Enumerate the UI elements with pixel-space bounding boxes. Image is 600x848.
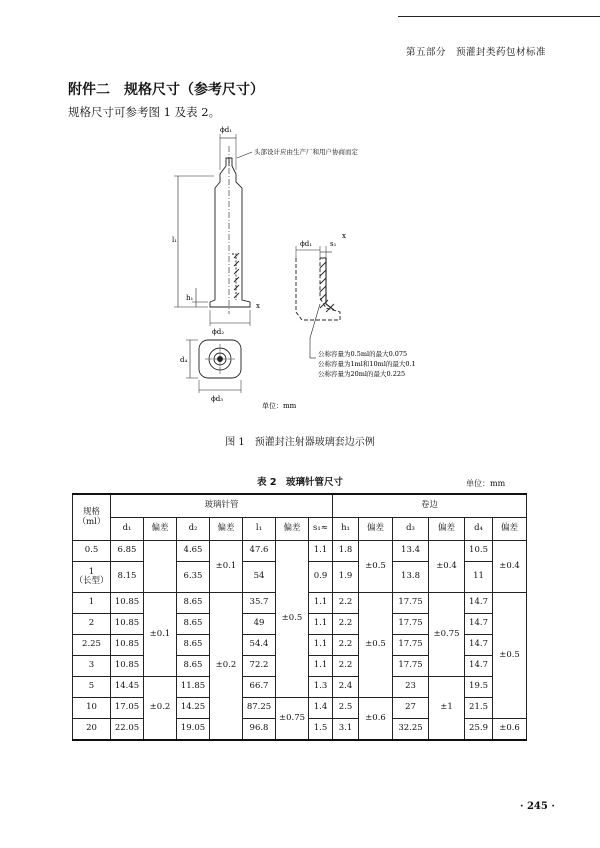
cell-h1: 3.1 xyxy=(333,719,359,741)
d1-top-label: ϕd₁ xyxy=(220,126,233,134)
col-header: 偏差 xyxy=(429,518,465,541)
x-detail-label: x xyxy=(342,232,346,240)
cell-h1: 1.8 xyxy=(333,541,359,562)
h1-label: h₁ xyxy=(186,294,194,302)
cell-spec: 3 xyxy=(73,656,111,677)
cell-h1: 2.4 xyxy=(333,677,359,698)
cell-d1: 10.85 xyxy=(111,635,144,656)
cell-tolerance: ±0.1 xyxy=(210,541,243,593)
cell-s1: 1.1 xyxy=(309,635,333,656)
barrel-bottom-view xyxy=(199,340,241,378)
cell-d3: 13.4 xyxy=(393,541,429,562)
cell-d1: 17.05 xyxy=(111,698,144,719)
table-unit: 单位：mm xyxy=(466,479,506,488)
cell-tolerance: ±0.1 xyxy=(144,593,177,677)
cell-d3: 17.75 xyxy=(393,635,429,656)
cell-l1: 35.7 xyxy=(243,593,276,614)
cell-d4: 14.7 xyxy=(465,593,493,614)
d1-detail-label: ϕd₁ xyxy=(300,240,313,248)
cell-d4: 25.9 xyxy=(465,719,493,741)
cell-d2: 8.65 xyxy=(177,614,210,635)
cell-s1: 0.9 xyxy=(309,562,333,593)
cell-d4: 21.5 xyxy=(465,698,493,719)
cell-h1: 2.2 xyxy=(333,593,359,614)
barrel-side-view xyxy=(210,146,250,314)
head-note: 头部设计应由生产厂和用户协商而定 xyxy=(254,148,358,156)
glass-barrel-size-table xyxy=(72,493,527,741)
top-rule xyxy=(398,16,600,17)
cell-d2: 19.05 xyxy=(177,719,210,741)
cell-d3: 17.75 xyxy=(393,614,429,635)
cell-h1: 2.5 xyxy=(333,698,359,719)
tolerance-note: 公称容量为0.5ml的最大0.075 xyxy=(318,350,408,358)
flange-group-header: 卷边 xyxy=(333,494,527,518)
cell-d3: 17.75 xyxy=(393,656,429,677)
cell-l1: 47.6 xyxy=(243,541,276,562)
x-marker-label: x xyxy=(256,302,260,310)
col-header: s₁≈ xyxy=(309,518,333,541)
cell-d2: 14.25 xyxy=(177,698,210,719)
cell-d1: 8.15 xyxy=(111,562,144,593)
cell-d4: 19.5 xyxy=(465,677,493,698)
table-header-row xyxy=(73,494,527,518)
cell-d2: 8.65 xyxy=(177,656,210,677)
cell-d4: 14.7 xyxy=(465,656,493,677)
col-header: l₁ xyxy=(243,518,276,541)
running-head: 第五部分 预灌封类药包材标准 xyxy=(405,47,546,58)
figure-caption: 图 1 预灌封注射器玻璃套边示例 xyxy=(225,437,375,448)
cell-d3: 17.75 xyxy=(393,593,429,614)
d4-label: d₄ xyxy=(180,356,188,364)
cell-d1: 10.85 xyxy=(111,593,144,614)
cell-s1: 1.1 xyxy=(309,593,333,614)
cell-d4: 14.7 xyxy=(465,614,493,635)
cell-h1: 1.9 xyxy=(333,562,359,593)
cell-l1: 72.2 xyxy=(243,656,276,677)
cell-l1: 54.4 xyxy=(243,635,276,656)
cell-d1: 14.45 xyxy=(111,677,144,698)
cell-d3: 23 xyxy=(393,677,429,698)
cell-h1: 2.2 xyxy=(333,656,359,677)
col-header: 偏差 xyxy=(493,518,527,541)
cell-d4: 14.7 xyxy=(465,635,493,656)
cell-l1: 49 xyxy=(243,614,276,635)
cell-d2: 6.35 xyxy=(177,562,210,593)
cell-tolerance: ±0.6 xyxy=(493,719,527,741)
table-title: 表 2 玻璃针管尺寸 xyxy=(257,477,343,488)
col-header: h₁ xyxy=(333,518,359,541)
cell-spec: 0.5 xyxy=(73,541,111,562)
col-header: d₃ xyxy=(393,518,429,541)
cell-l1: 87.25 xyxy=(243,698,276,719)
d2-label: ϕd₂ xyxy=(212,328,225,336)
cell-tolerance: ±0.4 xyxy=(493,541,527,593)
cell-s1: 1.1 xyxy=(309,614,333,635)
cell-l1: 66.7 xyxy=(243,677,276,698)
cell-d2: 11.85 xyxy=(177,677,210,698)
cell-tolerance: ±0.2 xyxy=(144,677,177,741)
cell-l1: 96.8 xyxy=(243,719,276,741)
cell-tolerance xyxy=(144,541,177,593)
page-number: · 245 · xyxy=(520,801,555,812)
cell-spec: 10 xyxy=(73,698,111,719)
cell-s1: 1.4 xyxy=(309,698,333,719)
cell-d1: 6.85 xyxy=(111,541,144,562)
cell-s1: 1.5 xyxy=(309,719,333,741)
cell-d1: 22.05 xyxy=(111,719,144,741)
cell-d1: 10.85 xyxy=(111,614,144,635)
cell-tolerance: ±0.5 xyxy=(359,541,393,593)
cell-tolerance: ±0.75 xyxy=(429,593,465,677)
cell-d3: 32.25 xyxy=(393,719,429,741)
cell-d2: 4.65 xyxy=(177,541,210,562)
cell-d3: 27 xyxy=(393,698,429,719)
l1-label: l₁ xyxy=(172,236,178,244)
cell-tolerance: ±0.75 xyxy=(276,698,309,741)
cell-tolerance: ±0.5 xyxy=(276,541,309,698)
cell-spec: 5 xyxy=(73,677,111,698)
col-header: 偏差 xyxy=(210,518,243,541)
cell-h1: 2.2 xyxy=(333,635,359,656)
cell-spec: 1 （长型） xyxy=(73,562,111,593)
section-title: 附件二 规格尺寸（参考尺寸） xyxy=(68,82,264,98)
cell-tolerance: ±0.5 xyxy=(493,593,527,719)
cell-d3: 13.8 xyxy=(393,562,429,593)
cell-d2: 8.65 xyxy=(177,635,210,656)
tolerance-note: 公称容量为1ml和10ml的最大0.1 xyxy=(318,360,416,368)
cell-tolerance: ±0.4 xyxy=(429,541,465,593)
col-header: d₁ xyxy=(111,518,144,541)
cell-h1: 2.2 xyxy=(333,614,359,635)
cell-tolerance: ±1 xyxy=(429,677,465,741)
cell-tolerance: ±0.5 xyxy=(359,593,393,698)
barrel-group-header: 玻璃针管 xyxy=(111,494,333,518)
cell-d2: 8.65 xyxy=(177,593,210,614)
intro-paragraph: 规格尺寸可参考图 1 及表 2。 xyxy=(68,105,221,119)
col-header: d₄ xyxy=(465,518,493,541)
cell-s1: 1.1 xyxy=(309,541,333,562)
cell-d4: 10.5 xyxy=(465,541,493,562)
cell-l1: 54 xyxy=(243,562,276,593)
col-header: 偏差 xyxy=(276,518,309,541)
cell-spec: 2.25 xyxy=(73,635,111,656)
cell-tolerance: ±0.6 xyxy=(359,698,393,741)
spec-header: 规格 （ml） xyxy=(73,494,111,541)
cell-spec: 2 xyxy=(73,614,111,635)
table-subheader-row xyxy=(73,518,527,541)
d3-label: ϕd₃ xyxy=(211,395,224,403)
cell-tolerance: ±0.2 xyxy=(210,593,243,741)
cell-d4: 11 xyxy=(465,562,493,593)
figure-unit: 单位：mm xyxy=(262,402,297,410)
table-row xyxy=(73,541,527,562)
tolerance-note: 公称容量为20ml的最大0.225 xyxy=(318,370,406,378)
s1-label: s₁ xyxy=(330,240,337,248)
col-header: 偏差 xyxy=(144,518,177,541)
cell-d1: 10.85 xyxy=(111,656,144,677)
col-header: d₂ xyxy=(177,518,210,541)
cell-s1: 1.3 xyxy=(309,677,333,698)
cell-spec: 1 xyxy=(73,593,111,614)
cell-s1: 1.1 xyxy=(309,656,333,677)
cell-spec: 20 xyxy=(73,719,111,741)
col-header: 偏差 xyxy=(359,518,393,541)
syringe-figure xyxy=(0,118,600,418)
